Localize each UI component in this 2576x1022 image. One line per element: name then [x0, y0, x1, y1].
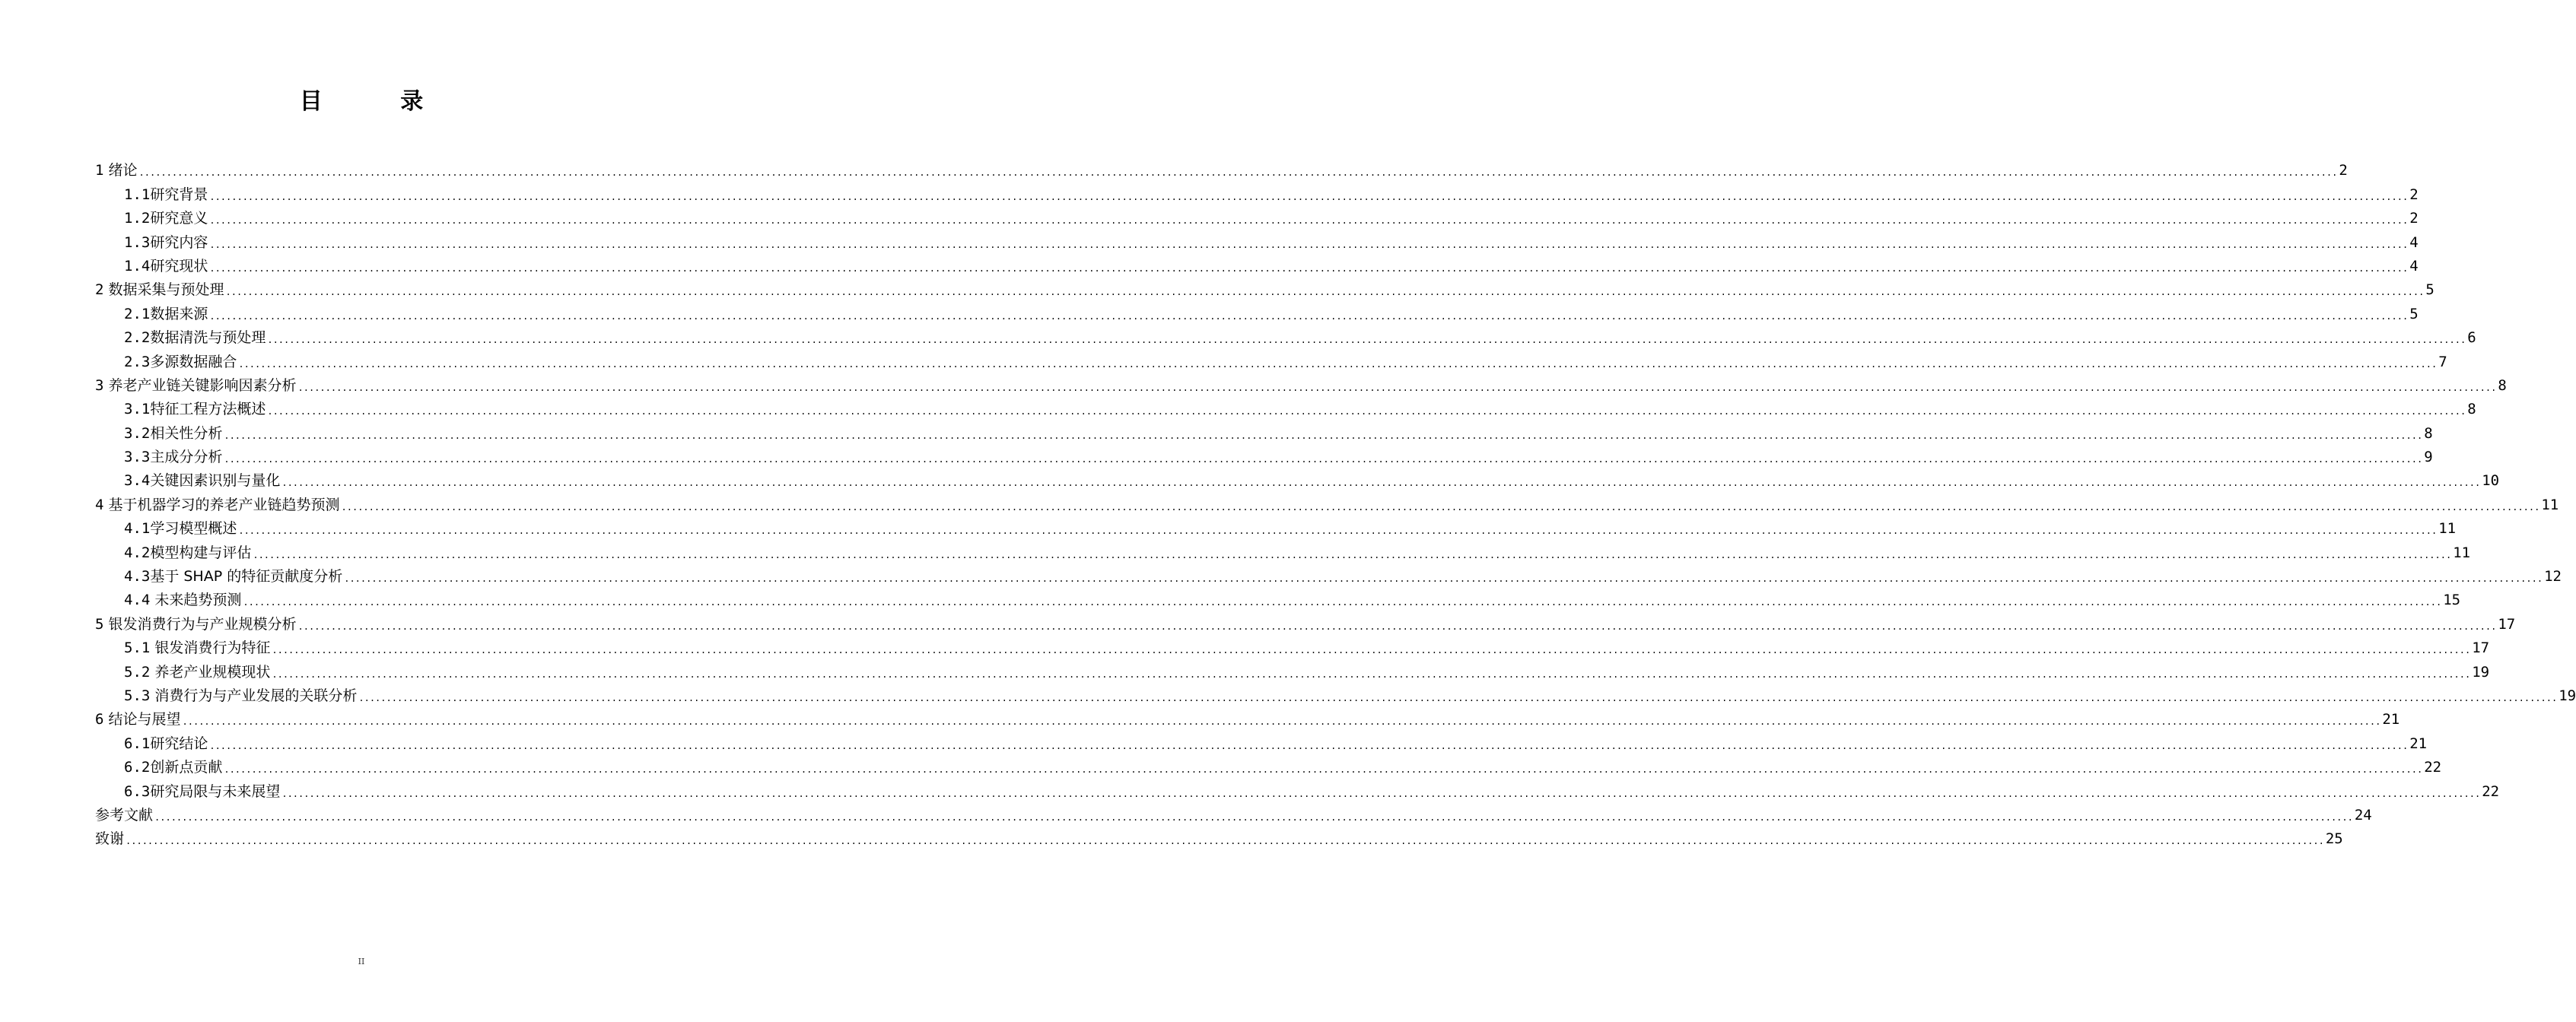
- toc-entry[interactable]: [95, 682, 2576, 706]
- toc-entry-number: 1.2: [124, 210, 151, 227]
- toc-entry-number: 1.3: [124, 233, 151, 251]
- toc-entry[interactable]: [95, 490, 2559, 514]
- toc-entry-label: [95, 709, 181, 729]
- toc-entry-text: 致谢: [95, 830, 125, 848]
- toc-entry[interactable]: [95, 825, 2343, 849]
- toc-dot-leader: ................................................................................................................................................................................................................................................................................................................................................................................................................: [224, 430, 2423, 441]
- toc-entry-label: [124, 304, 208, 324]
- toc-entry-page: 17: [2498, 615, 2516, 633]
- toc-entry-text: 养老产业规模现状: [150, 663, 271, 681]
- toc-entry[interactable]: [95, 276, 2434, 300]
- toc-entry[interactable]: [95, 658, 2490, 681]
- toc-entry-label: [124, 447, 222, 467]
- toc-entry[interactable]: [95, 180, 2419, 204]
- toc-dot-leader: ................................................................................................................................................................................................................................................................................................................................................................................................................: [209, 262, 2409, 274]
- toc-entry-text: 养老产业链关键影响因素分析: [108, 376, 297, 394]
- toc-entry-page: 4: [2409, 257, 2419, 275]
- toc-entry-number: 3.1: [124, 401, 151, 418]
- toc-entry[interactable]: [95, 634, 2490, 658]
- toc-entry-label: [95, 614, 297, 634]
- toc-entry-label: [95, 280, 224, 300]
- toc-dot-leader: ................................................................................................................................................................................................................................................................................................................................................................................................................: [224, 764, 2423, 776]
- toc-entry-text: 消费行为与产业发展的关联分析: [150, 687, 358, 704]
- toc-entry-page: 19: [2472, 663, 2490, 681]
- toc-entry-number: 4.3: [124, 568, 151, 586]
- toc-entry-number: 2.3: [124, 353, 151, 370]
- toc-entry-number: 6.2: [124, 759, 151, 776]
- toc-entry-page: 11: [2453, 544, 2471, 561]
- toc-entry-label: [124, 233, 208, 252]
- toc-entry-page: 11: [2541, 496, 2559, 513]
- toc-entry-page: 4: [2409, 233, 2419, 251]
- toc-entry-number: 5.3: [124, 687, 151, 704]
- toc-entry-number: 4.4: [124, 592, 151, 609]
- toc-entry-label: [124, 208, 208, 228]
- toc-entry-text: 基于 SHAP 的特征贡献度分析: [150, 568, 343, 586]
- toc-dot-leader: ................................................................................................................................................................................................................................................................................................................................................................................................................: [126, 836, 2324, 847]
- toc-entry-number: 6: [95, 711, 104, 728]
- toc-entry-text: 相关性分析: [150, 424, 223, 442]
- toc-entry-page: 22: [2424, 759, 2442, 776]
- toc-entry[interactable]: [95, 467, 2500, 490]
- toc-entry-number: 1: [95, 162, 104, 179]
- toc-entry-page: 2: [2409, 186, 2419, 203]
- toc-entry-label: [95, 160, 138, 180]
- table-of-contents: [95, 157, 2576, 849]
- toc-entry[interactable]: [95, 324, 2476, 348]
- toc-entry[interactable]: [95, 729, 2428, 753]
- toc-dot-leader: ................................................................................................................................................................................................................................................................................................................................................................................................................: [209, 215, 2409, 227]
- toc-entry-page: 8: [2467, 401, 2476, 418]
- toc-entry-label: [124, 543, 251, 563]
- toc-dot-leader: ................................................................................................................................................................................................................................................................................................................................................................................................................: [297, 620, 2497, 632]
- toc-entry-page: 2: [2339, 162, 2348, 179]
- toc-entry-text: 关键因素识别与量化: [150, 472, 281, 490]
- toc-entry-text: 研究背景: [150, 186, 208, 203]
- toc-entry-number: 4: [95, 496, 104, 513]
- toc-entry-text: 数据采集与预处理: [108, 281, 224, 299]
- toc-entry-label: [124, 662, 270, 682]
- toc-entry-number: 5.1: [124, 640, 151, 657]
- toc-entry[interactable]: [95, 610, 2516, 633]
- toc-dot-leader: ................................................................................................................................................................................................................................................................................................................................................................................................................: [154, 811, 2353, 823]
- toc-entry-page: 12: [2544, 568, 2562, 586]
- toc-entry-number: 2.2: [124, 329, 151, 347]
- toc-dot-leader: ................................................................................................................................................................................................................................................................................................................................................................................................................: [138, 167, 2338, 179]
- toc-dot-leader: ................................................................................................................................................................................................................................................................................................................................................................................................................: [272, 645, 2471, 656]
- toc-entry-label: [124, 638, 270, 658]
- toc-entry-text: 特征工程方法概述: [150, 401, 266, 418]
- toc-entry-label: [124, 352, 237, 372]
- toc-entry-page: 21: [2382, 711, 2400, 728]
- toc-entry-label: [124, 399, 266, 419]
- toc-dot-leader: ................................................................................................................................................................................................................................................................................................................................................................................................................: [297, 382, 2497, 393]
- toc-dot-leader: ................................................................................................................................................................................................................................................................................................................................................................................................................: [209, 239, 2409, 250]
- toc-entry-label: [124, 471, 280, 490]
- toc-entry-text: 多源数据融合: [150, 353, 237, 370]
- toc-entry-text: 绪论: [108, 162, 138, 179]
- toc-entry-text: 研究局限与未来展望: [150, 782, 281, 800]
- toc-dot-leader: ................................................................................................................................................................................................................................................................................................................................................................................................................: [209, 310, 2409, 322]
- toc-entry[interactable]: [95, 563, 2562, 586]
- toc-entry-page: 10: [2482, 472, 2500, 490]
- toc-entry-page: 15: [2443, 592, 2461, 609]
- toc-entry[interactable]: [95, 538, 2471, 562]
- toc-entry-page: 11: [2438, 520, 2457, 538]
- toc-entry-page: 19: [2559, 687, 2576, 704]
- toc-entry[interactable]: [95, 754, 2442, 777]
- toc-entry-label: [95, 376, 297, 395]
- toc-entry-text: 结论与展望: [108, 711, 181, 728]
- toc-entry-page: 9: [2424, 449, 2433, 466]
- toc-dot-leader: ................................................................................................................................................................................................................................................................................................................................................................................................................: [182, 716, 2381, 728]
- toc-entry-page: 5: [2409, 305, 2419, 322]
- toc-entry-page: 8: [2498, 376, 2507, 394]
- toc-entry-number: 4.1: [124, 520, 151, 538]
- toc-entry[interactable]: [95, 157, 2348, 180]
- toc-dot-leader: ................................................................................................................................................................................................................................................................................................................................................................................................................: [209, 740, 2409, 751]
- toc-entry-text: 模型构建与评估: [150, 544, 252, 561]
- toc-dot-leader: ................................................................................................................................................................................................................................................................................................................................................................................................................: [209, 191, 2409, 202]
- toc-entry-number: 6.3: [124, 782, 151, 800]
- toc-entry-number: 6.1: [124, 735, 151, 752]
- toc-entry-number: 3.4: [124, 472, 151, 490]
- toc-entry-number: 3.3: [124, 449, 151, 466]
- toc-dot-leader: ................................................................................................................................................................................................................................................................................................................................................................................................................: [281, 788, 2481, 799]
- toc-dot-leader: ................................................................................................................................................................................................................................................................................................................................................................................................................: [344, 573, 2543, 585]
- toc-entry-number: 5.2: [124, 663, 151, 681]
- toc-entry[interactable]: [95, 252, 2419, 276]
- toc-entry-text: 数据清洗与预处理: [150, 329, 266, 347]
- toc-entry[interactable]: [95, 515, 2457, 538]
- toc-entry-label: [124, 328, 266, 348]
- toc-entry-label: [124, 424, 222, 443]
- toc-entry-text: 研究意义: [150, 210, 208, 227]
- toc-entry-number: 3.2: [124, 424, 151, 442]
- toc-entry-text: 研究结论: [150, 735, 208, 752]
- toc-entry-page: 6: [2467, 329, 2476, 347]
- toc-entry-label: [124, 567, 342, 586]
- page-title: 目 录: [299, 88, 459, 115]
- toc-entry-text: 学习模型概述: [150, 520, 237, 538]
- toc-entry-label: [95, 805, 153, 825]
- toc-dot-leader: ................................................................................................................................................................................................................................................................................................................................................................................................................: [253, 549, 2452, 560]
- toc-dot-leader: ................................................................................................................................................................................................................................................................................................................................................................................................................: [238, 525, 2438, 537]
- toc-entry-label: [95, 829, 124, 849]
- toc-entry[interactable]: [95, 300, 2419, 323]
- toc-entry-number: 2.1: [124, 305, 151, 322]
- toc-entry[interactable]: [95, 443, 2433, 467]
- toc-entry-text: 主成分分析: [150, 449, 223, 466]
- toc-entry-page: 22: [2482, 782, 2500, 800]
- toc-entry[interactable]: [95, 586, 2461, 610]
- toc-dot-leader: ................................................................................................................................................................................................................................................................................................................................................................................................................: [358, 692, 2558, 703]
- page-number-footer: II: [358, 957, 365, 966]
- toc-entry[interactable]: [95, 372, 2507, 395]
- toc-entry-label: [124, 734, 208, 754]
- toc-entry-text: 银发消费行为与产业规模分析: [108, 615, 297, 633]
- toc-entry-label: [124, 256, 208, 276]
- toc-entry-label: [124, 757, 222, 777]
- toc-entry[interactable]: [95, 419, 2433, 443]
- toc-dot-leader: ................................................................................................................................................................................................................................................................................................................................................................................................................: [341, 501, 2540, 513]
- toc-entry[interactable]: [95, 777, 2500, 801]
- toc-entry-number: 5: [95, 615, 104, 633]
- toc-entry-label: [124, 782, 280, 801]
- toc-entry-label: [124, 590, 241, 610]
- toc-entry-text: 创新点贡献: [150, 759, 223, 776]
- toc-entry-text: 未来趋势预测: [150, 592, 242, 609]
- toc-entry-number: 3: [95, 376, 104, 394]
- toc-dot-leader: ................................................................................................................................................................................................................................................................................................................................................................................................................: [238, 358, 2438, 370]
- toc-entry-number: 1.4: [124, 257, 151, 275]
- toc-dot-leader: ................................................................................................................................................................................................................................................................................................................................................................................................................: [224, 454, 2423, 465]
- toc-entry-number: 4.2: [124, 544, 151, 561]
- toc-entry-label: [124, 185, 208, 205]
- toc-dot-leader: ................................................................................................................................................................................................................................................................................................................................................................................................................: [267, 406, 2466, 417]
- toc-entry-page: 24: [2354, 806, 2372, 824]
- toc-entry-text: 银发消费行为特征: [150, 640, 271, 657]
- toc-entry-label: [95, 495, 340, 515]
- toc-entry-text: 参考文献: [95, 806, 154, 824]
- toc-entry[interactable]: [95, 801, 2372, 825]
- toc-dot-leader: ................................................................................................................................................................................................................................................................................................................................................................................................................: [281, 478, 2481, 489]
- toc-entry[interactable]: [95, 348, 2447, 371]
- toc-entry-number: 2: [95, 281, 104, 299]
- toc-entry-page: 8: [2424, 424, 2433, 442]
- toc-entry-page: 17: [2472, 640, 2490, 657]
- toc-entry-page: 21: [2409, 735, 2428, 752]
- toc-dot-leader: ................................................................................................................................................................................................................................................................................................................................................................................................................: [272, 668, 2471, 680]
- toc-entry[interactable]: [95, 228, 2419, 252]
- toc-dot-leader: ................................................................................................................................................................................................................................................................................................................................................................................................................: [225, 287, 2425, 298]
- toc-entry-text: 基于机器学习的养老产业链趋势预测: [108, 496, 340, 513]
- toc-entry-label: [124, 686, 357, 706]
- toc-entry-page: 2: [2409, 210, 2419, 227]
- toc-entry-label: [124, 519, 237, 538]
- toc-entry[interactable]: [95, 395, 2476, 419]
- toc-entry-text: 数据来源: [150, 305, 208, 322]
- toc-dot-leader: ................................................................................................................................................................................................................................................................................................................................................................................................................: [267, 335, 2466, 346]
- toc-entry-text: 研究内容: [150, 233, 208, 251]
- toc-entry-number: 1.1: [124, 186, 151, 203]
- toc-dot-leader: ................................................................................................................................................................................................................................................................................................................................................................................................................: [243, 597, 2442, 608]
- toc-entry-page: 7: [2438, 353, 2447, 370]
- toc-entry[interactable]: [95, 706, 2400, 729]
- toc-entry-page: 5: [2425, 281, 2434, 299]
- toc-entry-page: 25: [2325, 830, 2343, 848]
- toc-entry[interactable]: [95, 205, 2419, 228]
- toc-entry-text: 研究现状: [150, 257, 208, 275]
